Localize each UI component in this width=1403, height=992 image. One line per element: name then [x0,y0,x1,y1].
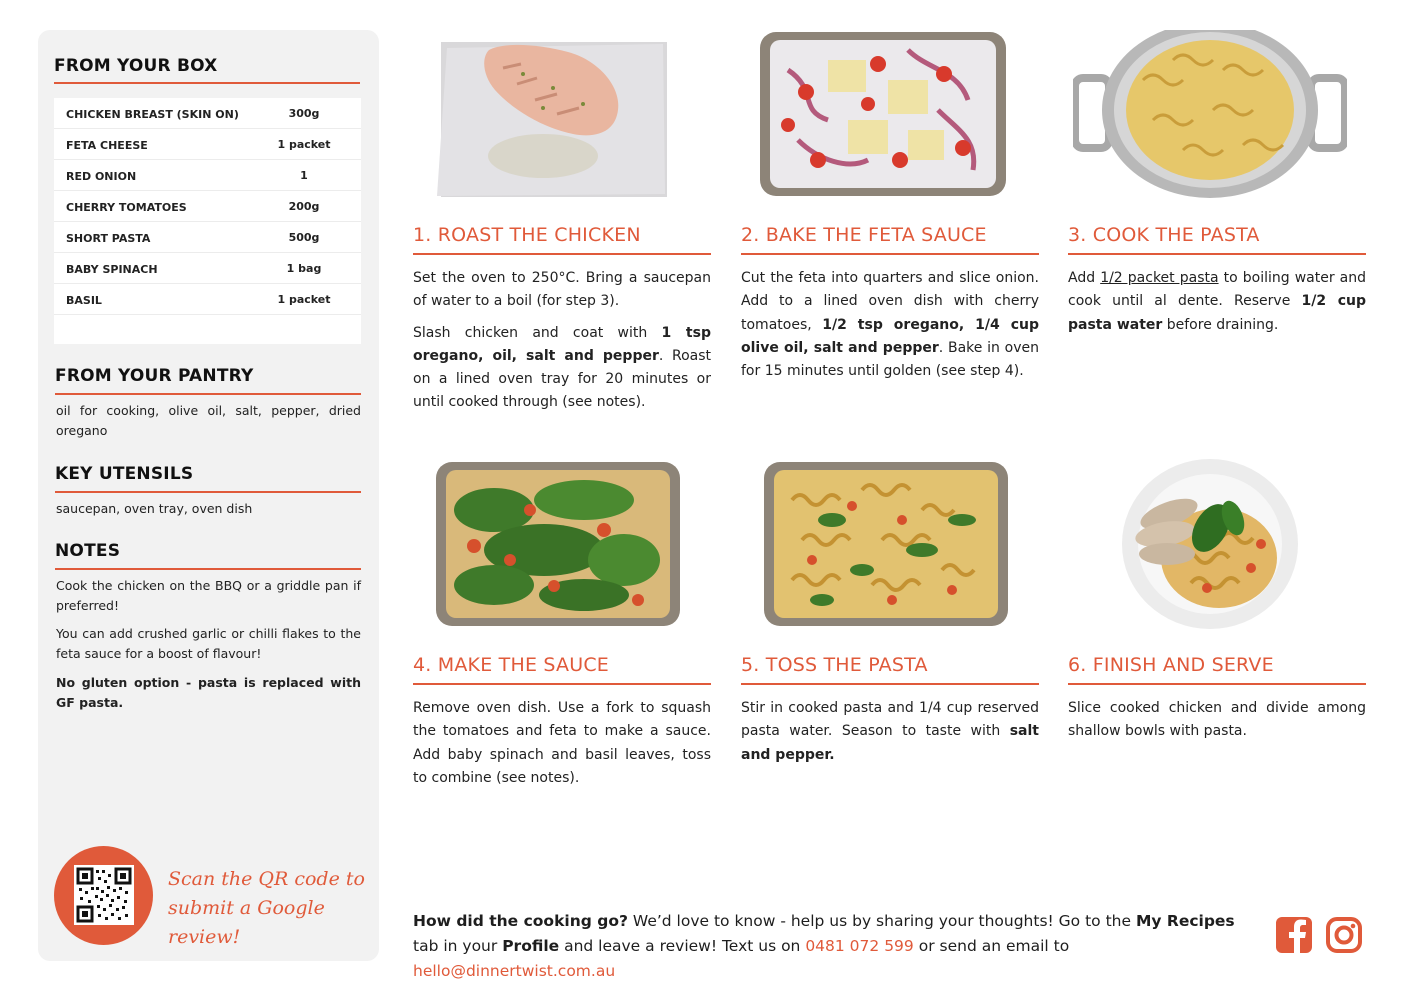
box-rule [54,82,360,84]
ingredient-row [54,222,361,253]
notes-title: NOTES [55,541,121,561]
ingredient-name: CHICKEN BREAST (SKIN ON) [66,108,239,121]
ingredient-qty: 500g [288,231,320,244]
bold-span: 1 tsp oregano, oil, salt and pepper [413,324,711,364]
ingredient-row [54,253,361,284]
step-5-body [741,697,1039,775]
text-span: Add [1068,270,1101,286]
step-5-p1 [741,697,1039,767]
facebook-icon[interactable] [1275,916,1313,954]
utensils-rule [55,491,361,493]
step-2-photo [758,30,1008,202]
ingredient-qty: 200g [288,200,320,213]
notes-rule [55,568,361,570]
step-1-photo [433,38,668,204]
step-6-body [1068,697,1366,752]
text-span: We’d love to know - help us by sharing your thoughts! Go to the [627,912,1136,930]
utensils-text: saucepan, oven tray, oven dish [56,501,253,516]
note-item: You can add crushed garlic or chilli flakes to the feta sauce for a boost of flavour! [56,626,361,661]
note-item: Cook the chicken on the BBQ or a griddle pan if preferred! [56,578,361,613]
ingredient-row [54,191,361,222]
ingredient-name: RED ONION [66,170,137,183]
email-link[interactable]: hello@dinnertwist.com.au [413,962,616,980]
footer-review-text [413,909,1263,984]
step-2-title: 2. BAKE THE FETA SAUCE [741,224,987,246]
step-6-p1: Slice cooked chicken and divide among shallow bowls with pasta. [1068,700,1366,740]
step-1-title: 1. ROAST THE CHICKEN [413,224,641,246]
qr-caption-line: submit a Google review! [168,897,325,948]
box-title: FROM YOUR BOX [54,56,218,76]
step-3-p1 [1068,267,1366,337]
text-span: or send an email to [913,937,1070,955]
bold-span: salt and pepper. [741,723,1039,763]
ingredients-table [54,98,361,344]
ingredient-name: CHERRY TOMATOES [66,201,187,214]
ingredient-qty: 300g [288,107,320,120]
step-4-rule [413,683,711,685]
pantry-title: FROM YOUR PANTRY [55,366,254,386]
ingredient-qty: 1 packet [277,138,331,151]
step-3-rule [1068,253,1366,255]
text-span: tab in your [413,937,503,955]
step-3-photo [1073,30,1347,202]
phone-link[interactable]: 0481 072 599 [805,937,914,955]
instagram-icon[interactable] [1325,916,1363,954]
text-span: . Bake in oven for 15 minutes until golden (see step 4). [741,339,1039,380]
text-span: to boiling water and cook until al dente. Reserve [1068,270,1366,310]
text-span: Stir in cooked pasta and 1/4 cup reserved pasta water. Season to taste with [741,700,1039,740]
bold-span: 1/2 cup pasta water [1068,293,1366,333]
qr-caption [168,865,368,952]
ingredient-row [54,98,361,129]
ingredient-name: SHORT PASTA [66,232,151,245]
step-3-title: 3. COOK THE PASTA [1068,224,1260,246]
step-6-title: 6. FINISH AND SERVE [1068,654,1274,676]
text-span: Cut the feta into quarters and slice onion. Add to a lined oven dish with cherry tomatoes, [741,270,1039,333]
step-4-title: 4. MAKE THE SAUCE [413,654,609,676]
ingredient-name: BABY SPINACH [66,263,158,276]
ingredient-name: FETA CHEESE [66,139,148,152]
step-2-body [741,267,1039,391]
ingredient-qty: 1 bag [286,262,322,275]
note-item: No gluten option - pasta is replaced with GF pasta. [56,675,361,710]
pantry-rule [55,393,361,395]
text-span: . Roast on a lined oven tray for 20 minutes or until cooked through (see notes). [413,347,711,411]
underlined-span: 1/2 packet pasta [1100,270,1219,286]
step-4-p1: Remove oven dish. Use a fork to squash the tomatoes and feta to make a sauce. Add baby spinach and basil leaves, toss to combine (see notes). [413,700,711,786]
step-1-rule [413,253,711,255]
step-1-p1: Set the oven to 250°C. Bring a saucepan of water to a boil (for step 3). [413,270,711,310]
step-1-body [413,267,711,423]
ingredient-row [54,284,361,315]
pantry-text: oil for cooking, olive oil, salt, pepper, dried oregano [56,403,361,438]
ingredient-qty: 1 packet [277,293,331,306]
bold-span: 1/2 tsp oregano, 1/4 cup olive oil, salt and pepper [741,316,1039,356]
my-recipes-label: My Recipes [1135,912,1235,930]
qr-badge [54,846,153,945]
ingredient-qty: 1 [300,169,308,182]
text-span: before draining. [1162,316,1279,333]
step-6-photo [1121,458,1299,634]
qr-code-icon[interactable] [74,865,134,925]
step-2-rule [741,253,1039,255]
step-5-title: 5. TOSS THE PASTA [741,654,928,676]
step-6-rule [1068,683,1366,685]
footer-question: How did the cooking go? [413,912,628,930]
text-span: Slash chicken and coat with [413,324,662,341]
step-4-photo [434,460,682,632]
ingredient-row [54,129,361,160]
profile-label: Profile [502,937,560,955]
step-4-body [413,697,711,798]
step-5-rule [741,683,1039,685]
ingredient-name: BASIL [66,294,102,307]
qr-caption-line: Scan the QR code to [168,868,365,890]
utensils-title: KEY UTENSILS [55,464,194,484]
step-1-p2 [413,322,711,415]
step-5-photo [762,460,1010,632]
step-3-body [1068,267,1366,345]
text-span: and leave a review! Text us on [559,937,806,955]
sidebar [38,30,379,961]
ingredient-row [54,160,361,191]
step-2-p1 [741,267,1039,383]
